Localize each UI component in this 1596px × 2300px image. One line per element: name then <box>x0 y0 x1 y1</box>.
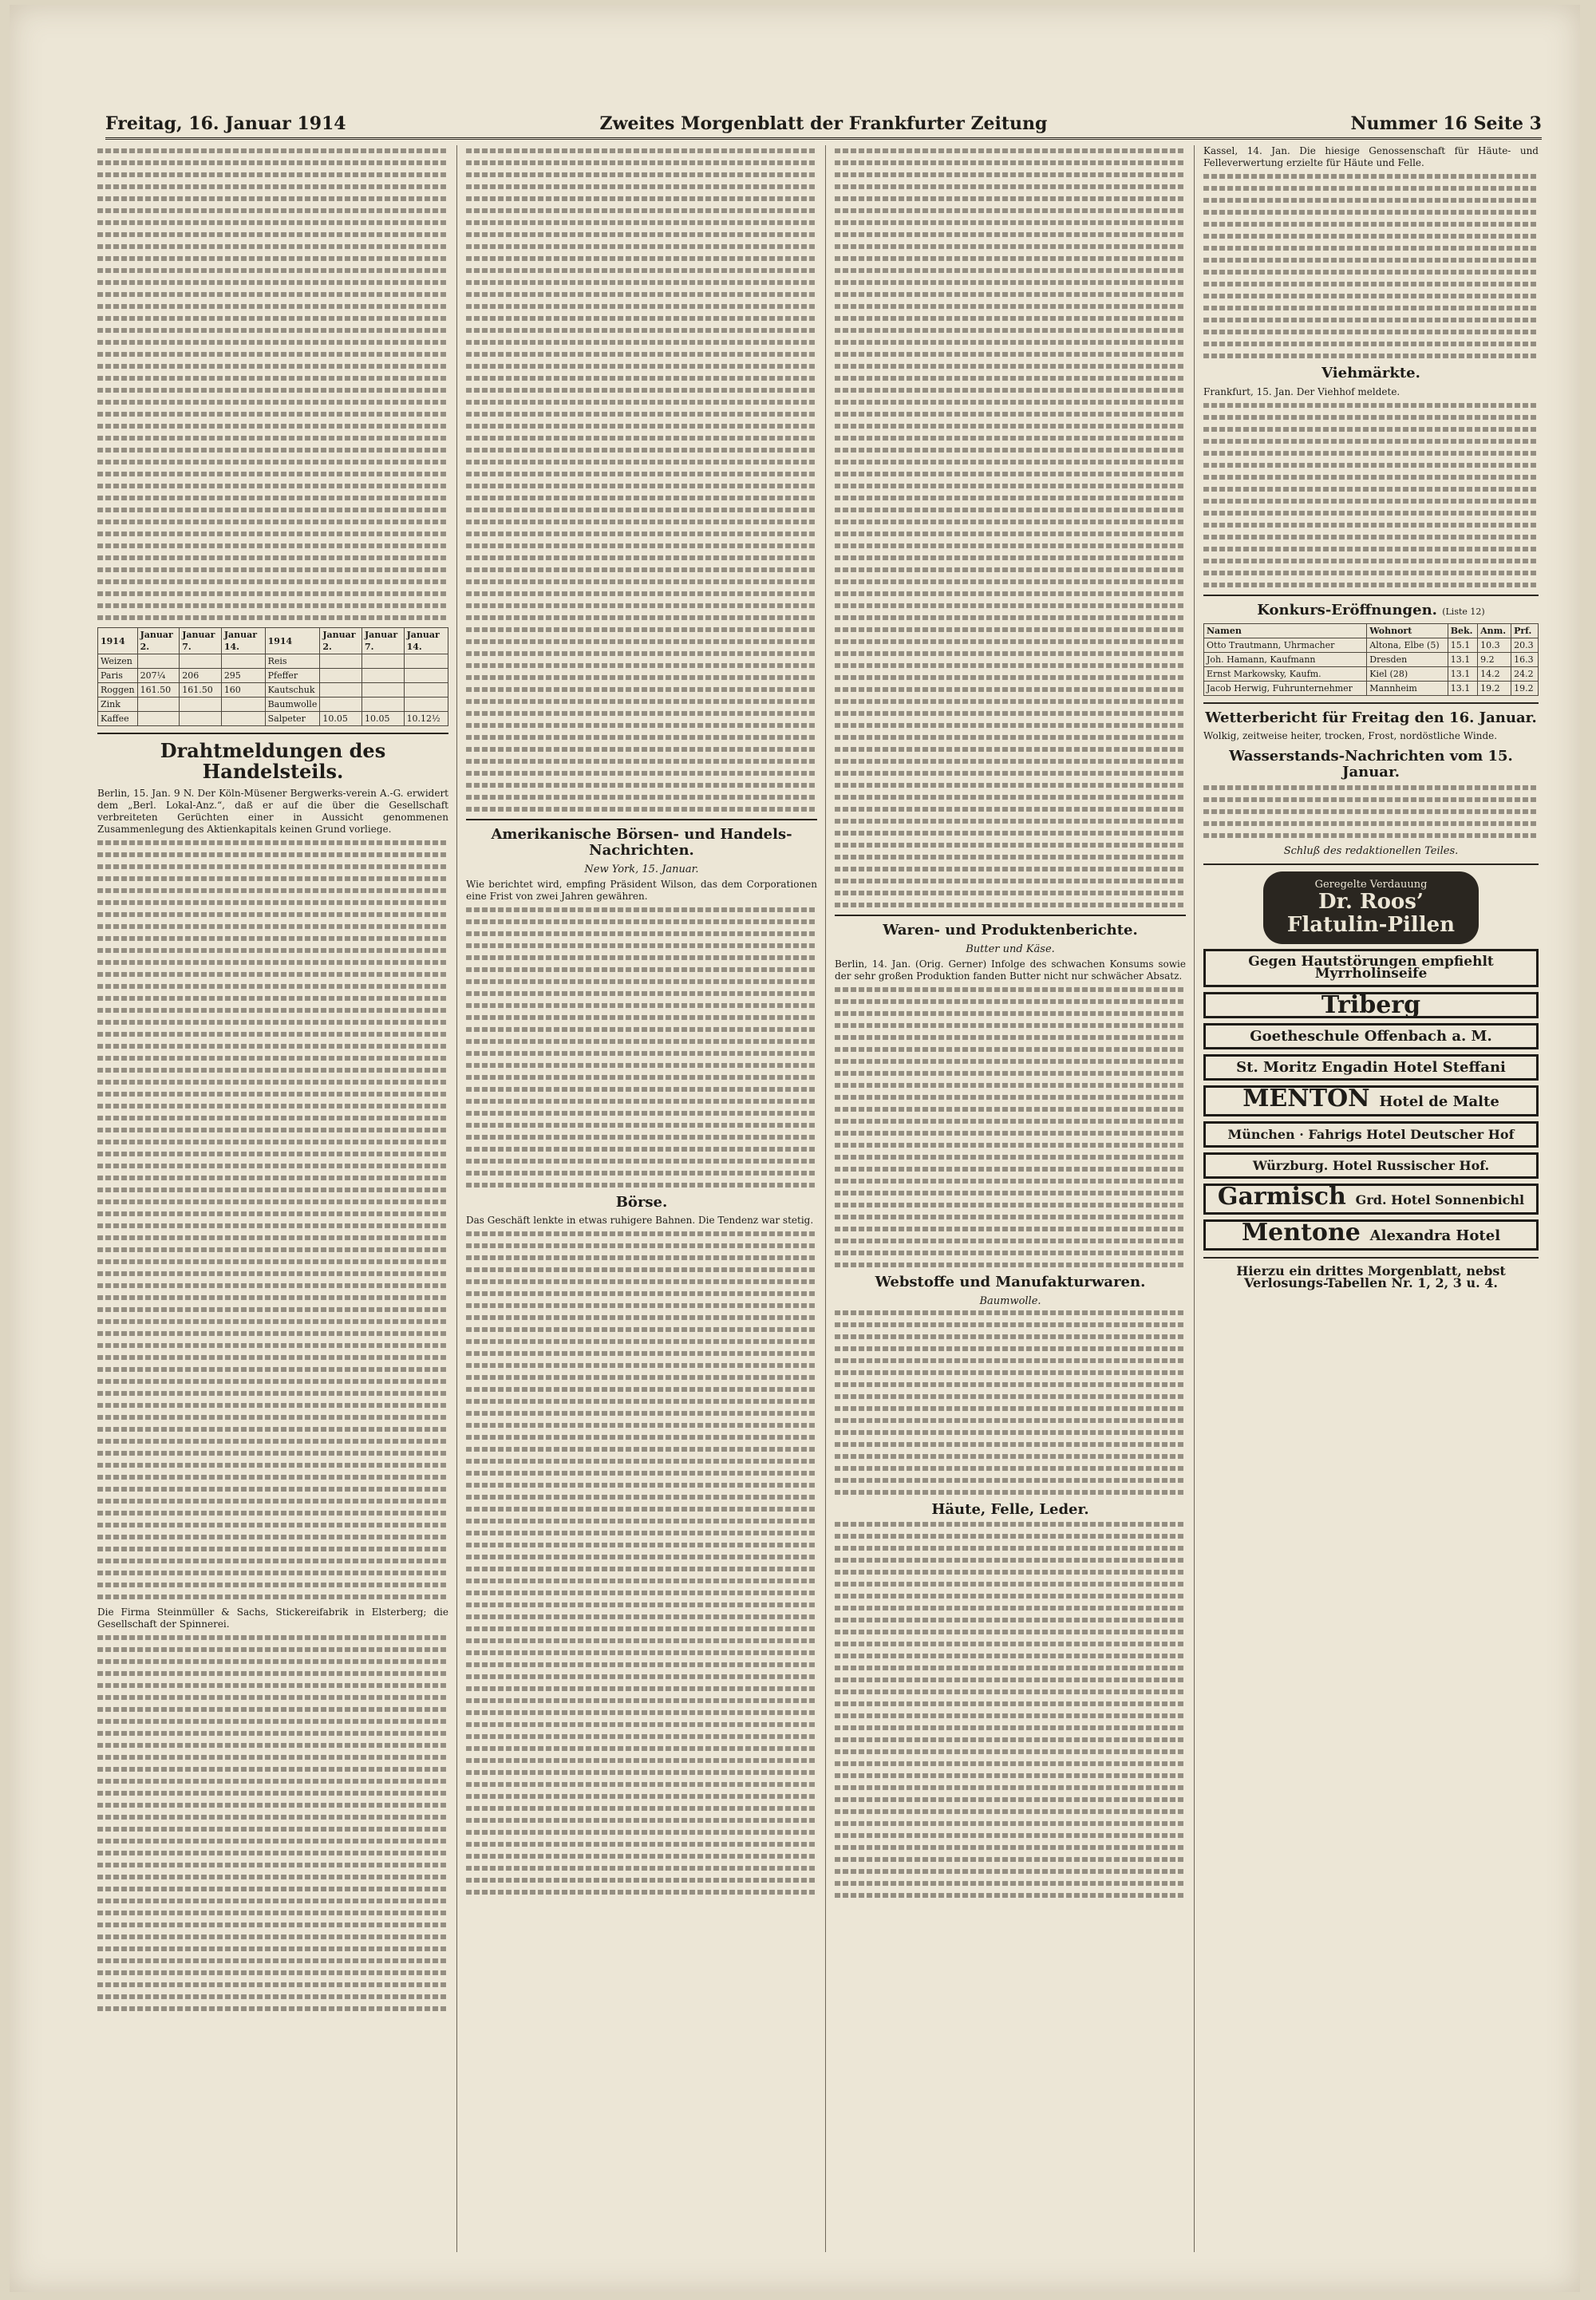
text-block <box>1203 174 1539 358</box>
table-cell <box>221 712 265 726</box>
column-2 <box>466 145 817 2252</box>
table-cell: 14.2 <box>1478 666 1511 681</box>
advertisement-goetheschule <box>1203 1023 1539 1049</box>
masthead <box>105 110 1542 140</box>
text-block <box>835 148 1186 907</box>
table-cell <box>320 698 362 712</box>
table-cell <box>404 683 448 698</box>
table-cell: 24.2 <box>1511 666 1539 681</box>
table-cell <box>404 669 448 683</box>
table-row <box>98 712 448 726</box>
table-cell <box>137 712 180 726</box>
table-cell <box>320 683 362 698</box>
dateline: New York, 15. Januar. <box>584 863 699 875</box>
ad-title: Garmisch <box>1217 1183 1346 1211</box>
table-header-cell: Prf. <box>1511 623 1539 638</box>
table-cell: 13.1 <box>1448 666 1477 681</box>
table-header-cell: Januar 2. <box>320 628 362 654</box>
section-title: Viehmärkte. <box>1321 365 1420 381</box>
ad-text: Würzburg. Hotel Russischer Hof. <box>1252 1158 1490 1174</box>
table-cell: 160 <box>221 683 265 698</box>
table-cell: 10.12½ <box>404 712 448 726</box>
table-cell: Roggen <box>98 683 138 698</box>
market-table <box>97 627 448 726</box>
konkurs-subtitle: (Liste 12) <box>1442 606 1485 617</box>
table-header-cell: Wohnort <box>1367 623 1448 638</box>
table-cell: 19.2 <box>1511 681 1539 695</box>
konkurs-title-text: Konkurs-Eröffnungen. <box>1257 601 1437 618</box>
ad-title: MENTON <box>1242 1085 1370 1113</box>
table-header-cell: Januar 7. <box>180 628 222 654</box>
table-cell <box>180 712 222 726</box>
table-row <box>98 669 448 683</box>
table-header-cell: Bek. <box>1448 623 1477 638</box>
table-cell: Kaffee <box>98 712 138 726</box>
table-cell: Ernst Markowsky, Kaufm. <box>1204 666 1367 681</box>
table-cell: Reis <box>265 654 320 669</box>
konkurs-title <box>1203 603 1539 618</box>
ad-subtitle: Hotel de Malte <box>1379 1093 1499 1111</box>
ad-text: St. Moritz Engadin Hotel Steffani <box>1236 1059 1506 1077</box>
advertisement-muenchen <box>1203 1121 1539 1148</box>
table-row <box>1204 652 1539 666</box>
table-cell: 10.05 <box>361 712 404 726</box>
table-cell: 161.50 <box>137 683 180 698</box>
advertisement-st-moritz <box>1203 1054 1539 1081</box>
table-cell <box>361 698 404 712</box>
masthead-title: Zweites Morgenblatt der Frankfurter Zeitung <box>599 113 1048 134</box>
ad-brand: Dr. Roos’ Flatulin-Pillen <box>1286 890 1456 937</box>
ad-tagline: Geregelte Verdauung <box>1314 878 1428 891</box>
advertisement-triberg <box>1203 992 1539 1018</box>
table-header-cell: Januar 7. <box>361 628 404 654</box>
table-cell <box>221 654 265 669</box>
table-cell: Joh. Hamann, Kaufmann <box>1204 652 1367 666</box>
table-cell: 10.05 <box>320 712 362 726</box>
konkurs-table <box>1203 623 1539 696</box>
table-cell <box>180 698 222 712</box>
table-cell: 16.3 <box>1511 652 1539 666</box>
table-row <box>1204 666 1539 681</box>
article-paragraph: Die Firma Steinmüller & Sachs, Stickereifabrik in Elsterberg; die Gesellschaft der Spinnerei. <box>97 1606 448 1630</box>
article-paragraph: Berlin, 15. Jan. 9 N. Der Köln-Müsener Bergwerks-verein A.-G. erwidert dem „Berl. Lokal-Anz.“, daß er auf die über die Gesellschaft verbreiteten Gerüchten einer in Aussicht genommenen Zusammenlegung des Aktienkapitals keinen Grund vorliege. <box>97 787 448 835</box>
table-header-cell: 1914 <box>98 628 138 654</box>
ad-title: Triberg <box>1321 991 1421 1020</box>
table-header-cell: Januar 2. <box>137 628 180 654</box>
table-cell: 206 <box>180 669 222 683</box>
text-block <box>466 148 817 812</box>
text-block <box>1203 403 1539 587</box>
text-block <box>97 1635 448 2011</box>
section-title: Amerikanische Börsen- und Handels-Nachrichten. <box>491 826 792 859</box>
table-row <box>98 683 448 698</box>
masthead-page-number: Nummer 16 Seite 3 <box>1350 113 1542 134</box>
table-cell: 207¼ <box>137 669 180 683</box>
table-header-cell: Namen <box>1204 623 1367 638</box>
page-footer-note: Hierzu ein drittes Morgenblatt, nebst Verlosungs-Tabellen Nr. 1, 2, 3 u. 4. <box>1236 1263 1506 1291</box>
text-block <box>97 840 448 1599</box>
article-paragraph: Das Geschäft lenkte in etwas ruhigere Bahnen. Die Tendenz war stetig. <box>466 1215 814 1227</box>
article-paragraph: Kassel, 14. Jan. Die hiesige Genossenschaft für Häute- und Felleverwertung erzielte für Häute und Felle. <box>1203 145 1539 168</box>
table-cell: 10.3 <box>1478 638 1511 652</box>
section-title: Webstoffe und Manufakturwaren. <box>875 1273 1146 1290</box>
table-cell <box>404 698 448 712</box>
table-row <box>98 654 448 669</box>
text-block <box>835 1310 1186 1495</box>
advertisement-menton <box>1203 1085 1539 1116</box>
table-cell: 15.1 <box>1448 638 1477 652</box>
advertisement-soap <box>1203 949 1539 987</box>
table-cell <box>361 683 404 698</box>
table-cell: 9.2 <box>1478 652 1511 666</box>
table-row <box>1204 638 1539 652</box>
advertisement-flatulin <box>1263 871 1479 944</box>
editorial-end-note: Schluß des redaktionellen Teiles. <box>1283 844 1459 857</box>
table-cell: Jacob Herwig, Fuhrunternehmer <box>1204 681 1367 695</box>
text-block <box>97 148 448 620</box>
table-cell: Dresden <box>1367 652 1448 666</box>
table-cell <box>180 654 222 669</box>
table-cell <box>137 698 180 712</box>
table-cell <box>404 654 448 669</box>
text-block <box>1203 785 1539 838</box>
table-cell: 295 <box>221 669 265 683</box>
weather-title: Wetterbericht für Freitag den 16. Januar. <box>1205 709 1537 726</box>
table-cell: Pfeffer <box>265 669 320 683</box>
table-cell <box>320 654 362 669</box>
water-levels-title: Wasserstands-Nachrichten vom 15. Januar. <box>1229 748 1513 781</box>
section-title: Häute, Felle, Leder. <box>931 1500 1089 1518</box>
advertisement-garmisch <box>1203 1184 1539 1215</box>
table-cell: Weizen <box>98 654 138 669</box>
ad-text: Goetheschule Offenbach a. M. <box>1250 1028 1492 1045</box>
table-header-cell: 1914 <box>265 628 320 654</box>
column-1 <box>97 145 448 2252</box>
table-cell <box>361 654 404 669</box>
advertisement-mentone <box>1203 1219 1539 1251</box>
table-cell: Otto Trautmann, Uhrmacher <box>1204 638 1367 652</box>
table-cell <box>320 669 362 683</box>
article-paragraph: Frankfurt, 15. Jan. Der Viehhof meldete. <box>1203 385 1400 397</box>
table-cell: Kautschuk <box>265 683 320 698</box>
column-4 <box>1203 145 1539 2252</box>
ad-text: Gegen Hautstörungen empfiehlt Myrrholinseife <box>1248 954 1494 982</box>
table-cell: Baumwolle <box>265 698 320 712</box>
table-cell: 20.3 <box>1511 638 1539 652</box>
table-cell: 13.1 <box>1448 681 1477 695</box>
text-block <box>466 1231 817 1895</box>
table-header-cell: Anm. <box>1478 623 1511 638</box>
table-cell: Zink <box>98 698 138 712</box>
article-paragraph: Wie berichtet wird, empfing Präsident Wilson, das dem Corporationen eine Frist von zwei Jahren gewähren. <box>466 878 817 902</box>
text-block <box>466 907 817 1188</box>
table-cell: 161.50 <box>180 683 222 698</box>
ad-title: Mentone <box>1241 1219 1361 1247</box>
ad-subtitle: Alexandra Hotel <box>1369 1227 1501 1245</box>
table-row <box>1204 681 1539 695</box>
ad-subtitle: Grd. Hotel Sonnenbichl <box>1355 1192 1525 1208</box>
table-cell <box>361 669 404 683</box>
section-subtitle: Butter und Käse. <box>966 943 1055 955</box>
advertisement-wuerzburg <box>1203 1152 1539 1179</box>
table-cell <box>137 654 180 669</box>
table-cell: Salpeter <box>265 712 320 726</box>
table-cell <box>221 698 265 712</box>
table-row <box>98 698 448 712</box>
section-subtitle: Baumwolle. <box>979 1294 1041 1307</box>
text-block <box>835 987 1186 1267</box>
newspaper-page <box>10 5 1580 2292</box>
table-cell: Altona, Elbe (5) <box>1367 638 1448 652</box>
ad-text: München · Fahrigs Hotel Deutscher Hof <box>1227 1127 1515 1143</box>
table-header-cell: Januar 14. <box>404 628 448 654</box>
table-cell: Kiel (28) <box>1367 666 1448 681</box>
table-cell: 19.2 <box>1478 681 1511 695</box>
masthead-date: Freitag, 16. Januar 1914 <box>105 113 346 134</box>
text-block <box>835 1522 1186 1898</box>
section-title: Drahtmeldungen des Handelsteils. <box>160 739 386 784</box>
section-title: Waren- und Produktenberichte. <box>883 922 1138 939</box>
table-cell: Paris <box>98 669 138 683</box>
table-cell: Mannheim <box>1367 681 1448 695</box>
weather-text: Wolkig, zeitweise heiter, trocken, Frost, nordöstliche Winde. <box>1203 730 1498 742</box>
column-3 <box>835 145 1186 2252</box>
section-subtitle: Börse. <box>615 1193 668 1211</box>
table-cell: 13.1 <box>1448 652 1477 666</box>
article-paragraph: Berlin, 14. Jan. (Orig. Gerner) Infolge des schwachen Konsums sowie der sehr großen Produktion fanden Butter nicht nur schwächer Absatz. <box>835 958 1186 982</box>
table-header-cell: Januar 14. <box>221 628 265 654</box>
